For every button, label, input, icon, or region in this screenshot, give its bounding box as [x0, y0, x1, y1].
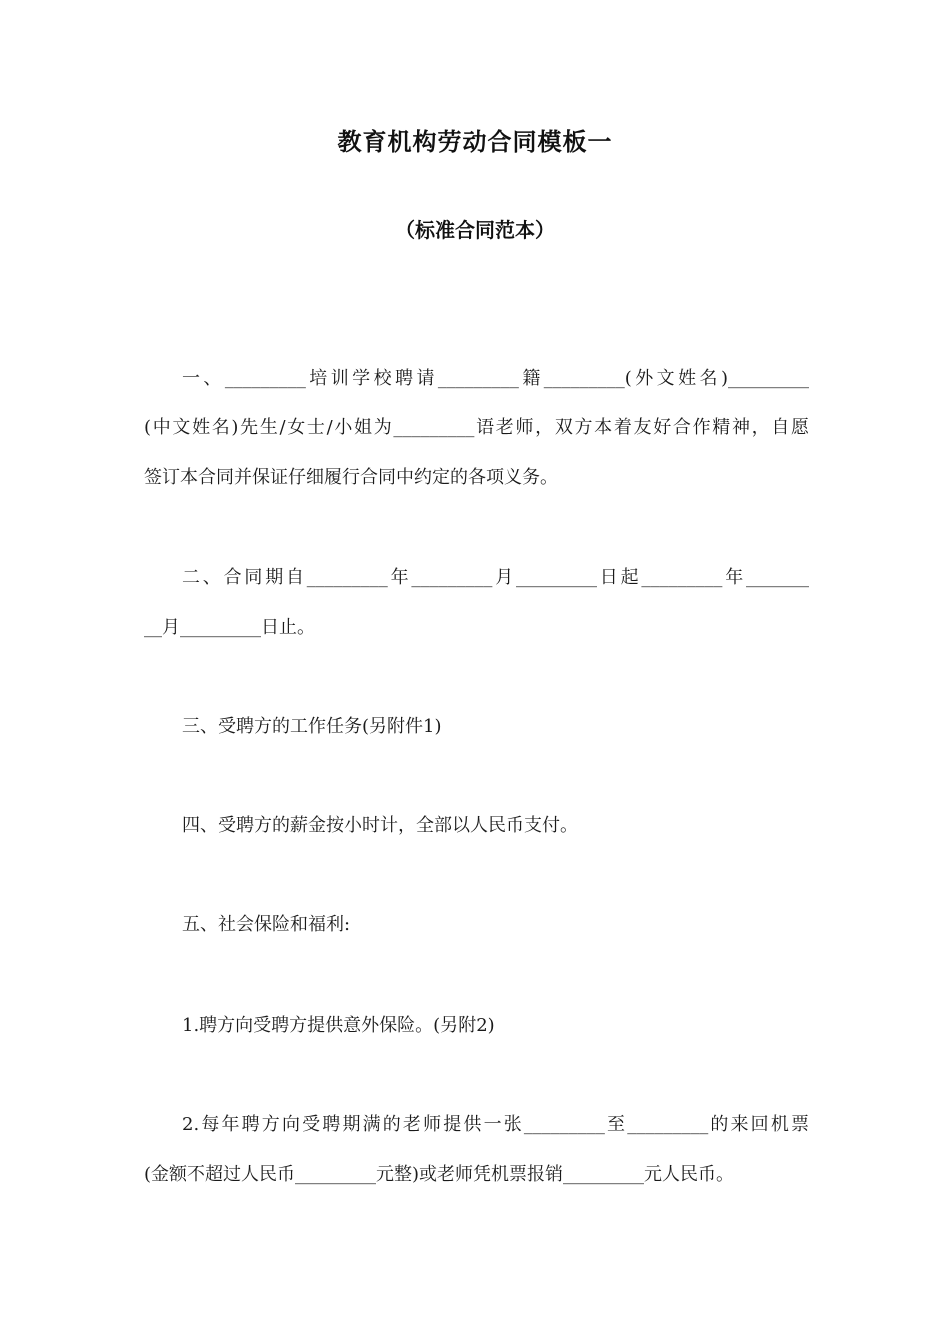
clause-1-line-3: 签订本合同并保证仔细履行合同中约定的各项义务。: [144, 467, 558, 488]
clause-5-item-2-line-1: 2.每年聘方向受聘期满的老师提供一张_________至_________的来回机票: [182, 1114, 809, 1135]
clause-5-line: 五、社会保险和福利:: [182, 914, 351, 935]
clause-2-line-2: __月_________日止。: [144, 617, 315, 638]
clause-1-line-2: (中文姓名)先生/女士/小姐为_________语老师，双方本着友好合作精神，自愿: [144, 417, 809, 438]
clause-4-line: 四、受聘方的薪金按小时计，全部以人民币支付。: [182, 815, 578, 836]
clause-3-line: 三、受聘方的工作任务(另附件1): [182, 716, 442, 737]
clause-5-item-2-line-2: (金额不超过人民币_________元整)或老师凭机票报销_________元人民币。: [144, 1164, 735, 1185]
clause-5-item-1: 1.聘方向受聘方提供意外保险。(另附2): [182, 1015, 495, 1036]
clause-1-line-1: 一、_________培训学校聘请_________籍_________(外文姓名)_________: [182, 368, 809, 389]
clause-2-line-1: 二、合同期自_________年_________月_________日起_________年_______: [182, 567, 809, 588]
document-subtitle: （标准合同范本）: [395, 218, 555, 242]
document-title: 教育机构劳动合同模板一: [337, 128, 613, 156]
